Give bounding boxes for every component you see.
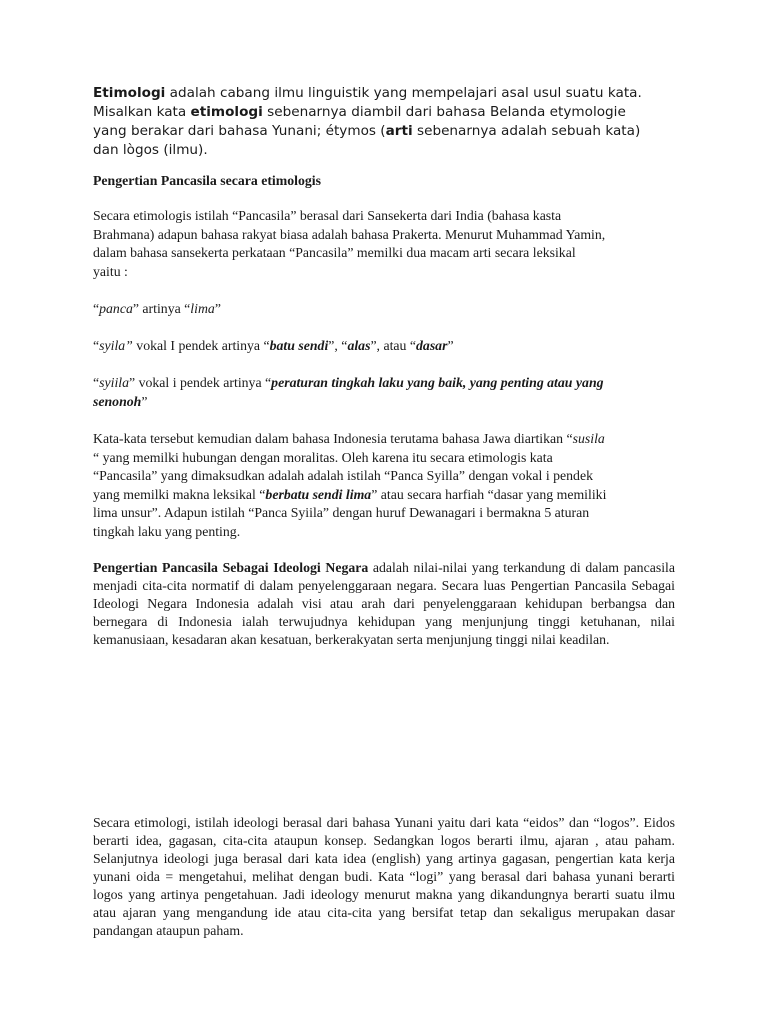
definition-syiila: “syiila” vokal i pendek artinya “peraturan tingkah laku yang baik, yang penting atau yang senonoh” bbox=[93, 375, 604, 409]
section-heading: Pengertian Pancasila secara etimologis bbox=[93, 173, 321, 188]
definition-panca: “panca” artinya “lima” bbox=[93, 301, 221, 316]
ideologi-etymology-paragraph: Secara etimologi, istilah ideologi berasal dari bahasa Yunani yaitu dari kata “eidos” dan “logos”. Eidos berarti idea, gagasan, cita-cita ataupun konsep. Sedangkan logos berarti ilmu, ajaran , atau paham. Selanjutnya ideologi juga berasal dari kata idea (english) yang artinya gagasan, pengertian kata kerja yunani oida = mengetahui, melihat dengan budi. Kata “logi” yang berasal dari bahasa yunani berarti logos yang artinya pengetahuan. Jadi ideology menurut makna yang dikandungnya berarti suatu ilmu atau ajaran yang mengandung ide atau cita-cita yang bersifat tetap dan sekaligus merupakan dasar pandangan ataupun paham. bbox=[93, 815, 675, 938]
ideologi-negara-paragraph: Pengertian Pancasila Sebagai Ideologi Negara adalah nilai-nilai yang terkandung di dalam pancasila menjadi cita-cita normatif di dalam penyelenggaraan negara. Secara luas Pengertian Pancasila Sebagai Ideologi Negara Indonesia adalah visi atau arah dari penyelenggaraan kehidupan berbangsa dan bernegara di Indonesia ialah terwujudnya kehidupan yang menjunjung tinggi ketuhanan, nilai kemanusiaan, kesadaran akan kesatuan, berkerakyatan serta menjunjung tinggi nilai keadilan. bbox=[93, 560, 675, 647]
etimologi-paragraph: Etimologi adalah cabang ilmu linguistik yang mempelajari asal usul suatu kata. Misalkan kata etimologi sebenarnya diambil dari bahasa Belanda etymologie yang berakar dari bahasa Yunani; étymos (arti sebenarnya adalah sebuah kata) dan lògos (ilmu). bbox=[93, 85, 642, 158]
definition-syila: “syila” vokal I pendek artinya “batu sendi”, “alas”, atau “dasar” bbox=[93, 338, 454, 353]
susila-paragraph: Kata-kata tersebut kemudian dalam bahasa Indonesia terutama bahasa Jawa diartikan “susila “ yang memilki hubungan dengan moralitas. Oleh karena itu secara etimologis kata “Pancasila” yang dimaksudkan adalah adalah istilah “Panca Syilla” dengan vokal i pendek yang memilki makna leksikal “berbatu sendi lima” atau secara harfiah “dasar yang memiliki lima unsur”. Adapun istilah “Panca Syiila” dengan huruf Dewanagari i bermakna 5 aturan tingkah laku yang penting. bbox=[93, 431, 607, 539]
pancasila-etymology-paragraph: Secara etimologis istilah “Pancasila” berasal dari Sansekerta dari India (bahasa kasta Brahmana) adapun bahasa rakyat biasa adalah bahasa Prakerta. Menurut Muhammad Yamin, dalam bahasa sansekerta perkataan “Pancasila” memilki dua macam arti secara leksikal yaitu : bbox=[93, 208, 606, 279]
